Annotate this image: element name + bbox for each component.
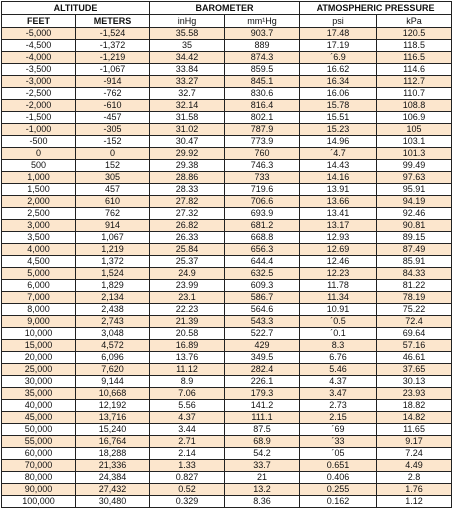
cell-mmhg: 111.1 bbox=[225, 412, 300, 424]
cell-kpa: 85.91 bbox=[377, 256, 452, 268]
cell-kpa: 23.93 bbox=[377, 388, 452, 400]
cell-meters: 6,096 bbox=[76, 352, 150, 364]
cell-mmhg: 33.7 bbox=[225, 460, 300, 472]
cell-meters: 10,668 bbox=[76, 388, 150, 400]
cell-feet: 25,000 bbox=[2, 364, 76, 376]
cell-psi: 4.37 bbox=[300, 376, 377, 388]
cell-kpa: 1.76 bbox=[377, 484, 452, 496]
cell-feet: -2,000 bbox=[2, 100, 76, 112]
cell-feet: 0 bbox=[2, 148, 76, 160]
cell-feet: 10,000 bbox=[2, 328, 76, 340]
table-row bbox=[2, 64, 452, 76]
cell-meters: 610 bbox=[76, 196, 150, 208]
cell-mmhg: 845.1 bbox=[225, 76, 300, 88]
cell-feet: 5,000 bbox=[2, 268, 76, 280]
cell-inhg: 22.23 bbox=[150, 304, 225, 316]
cell-meters: 12,192 bbox=[76, 400, 150, 412]
cell-psi: 13.66 bbox=[300, 196, 377, 208]
header-column-row bbox=[2, 15, 452, 28]
cell-feet: 3,500 bbox=[2, 232, 76, 244]
cell-mmhg: 787.9 bbox=[225, 124, 300, 136]
cell-feet: 20,000 bbox=[2, 352, 76, 364]
cell-mmhg: 830.6 bbox=[225, 88, 300, 100]
cell-meters: -1,524 bbox=[76, 28, 150, 40]
cell-meters: 9,144 bbox=[76, 376, 150, 388]
cell-mmhg: 226.1 bbox=[225, 376, 300, 388]
cell-mmhg: 54.2 bbox=[225, 448, 300, 460]
cell-feet: 70,000 bbox=[2, 460, 76, 472]
cell-mmhg: 693.9 bbox=[225, 208, 300, 220]
table-row bbox=[2, 496, 452, 508]
cell-meters: -305 bbox=[76, 124, 150, 136]
cell-kpa: 9.17 bbox=[377, 436, 452, 448]
cell-inhg: 24.9 bbox=[150, 268, 225, 280]
cell-kpa: 72.4 bbox=[377, 316, 452, 328]
cell-kpa: 90.81 bbox=[377, 220, 452, 232]
cell-mmhg: 746.3 bbox=[225, 160, 300, 172]
cell-mmhg: 656.3 bbox=[225, 244, 300, 256]
cell-psi: 0.162 bbox=[300, 496, 377, 508]
cell-meters: 1,219 bbox=[76, 244, 150, 256]
cell-mmhg: 874.3 bbox=[225, 52, 300, 64]
cell-feet: 4,000 bbox=[2, 244, 76, 256]
cell-mmhg: 816.4 bbox=[225, 100, 300, 112]
table-row bbox=[2, 472, 452, 484]
column-header-kpa: kPa bbox=[377, 15, 452, 28]
cell-meters: 18,288 bbox=[76, 448, 150, 460]
cell-meters: -610 bbox=[76, 100, 150, 112]
cell-psi: 3.47 bbox=[300, 388, 377, 400]
cell-feet: -4,500 bbox=[2, 40, 76, 52]
cell-kpa: 7.24 bbox=[377, 448, 452, 460]
cell-psi: 12.69 bbox=[300, 244, 377, 256]
cell-inhg: 4.37 bbox=[150, 412, 225, 424]
cell-mmhg: 773.9 bbox=[225, 136, 300, 148]
cell-feet: -4,000 bbox=[2, 52, 76, 64]
cell-meters: 7,620 bbox=[76, 364, 150, 376]
cell-kpa: 37.65 bbox=[377, 364, 452, 376]
cell-mmhg: 68.9 bbox=[225, 436, 300, 448]
cell-feet: 4,500 bbox=[2, 256, 76, 268]
table-row bbox=[2, 484, 452, 496]
cell-kpa: 99.49 bbox=[377, 160, 452, 172]
cell-meters: -1,372 bbox=[76, 40, 150, 52]
cell-inhg: 0.329 bbox=[150, 496, 225, 508]
cell-psi: 2.73 bbox=[300, 400, 377, 412]
table-row bbox=[2, 388, 452, 400]
cell-inhg: 26.33 bbox=[150, 232, 225, 244]
cell-inhg: 31.02 bbox=[150, 124, 225, 136]
cell-meters: 762 bbox=[76, 208, 150, 220]
table-row bbox=[2, 184, 452, 196]
cell-kpa: 46.61 bbox=[377, 352, 452, 364]
cell-psi: 0.255 bbox=[300, 484, 377, 496]
cell-mmhg: 706.6 bbox=[225, 196, 300, 208]
cell-psi: 17.48 bbox=[300, 28, 377, 40]
table-row bbox=[2, 172, 452, 184]
cell-psi: 13.41 bbox=[300, 208, 377, 220]
cell-kpa: 94.19 bbox=[377, 196, 452, 208]
cell-inhg: 11.12 bbox=[150, 364, 225, 376]
cell-feet: 50,000 bbox=[2, 424, 76, 436]
cell-psi: 13.91 bbox=[300, 184, 377, 196]
table-row bbox=[2, 148, 452, 160]
cell-meters: -762 bbox=[76, 88, 150, 100]
cell-feet: -2,500 bbox=[2, 88, 76, 100]
table-row bbox=[2, 124, 452, 136]
cell-psi: 15.78 bbox=[300, 100, 377, 112]
cell-feet: 40,000 bbox=[2, 400, 76, 412]
cell-meters: 3,048 bbox=[76, 328, 150, 340]
cell-kpa: 18.82 bbox=[377, 400, 452, 412]
cell-kpa: 92.46 bbox=[377, 208, 452, 220]
header-group-row bbox=[2, 2, 452, 15]
cell-inhg: 0.827 bbox=[150, 472, 225, 484]
cell-inhg: 25.84 bbox=[150, 244, 225, 256]
cell-mmhg: 719.6 bbox=[225, 184, 300, 196]
table-row bbox=[2, 208, 452, 220]
cell-meters: 13,716 bbox=[76, 412, 150, 424]
table-row bbox=[2, 112, 452, 124]
cell-kpa: 57.16 bbox=[377, 340, 452, 352]
cell-mmhg: 668.8 bbox=[225, 232, 300, 244]
cell-kpa: 2.8 bbox=[377, 472, 452, 484]
cell-meters: -914 bbox=[76, 76, 150, 88]
cell-kpa: 1.12 bbox=[377, 496, 452, 508]
cell-psi: ´4.7 bbox=[300, 148, 377, 160]
cell-psi: ´0.1 bbox=[300, 328, 377, 340]
cell-mmhg: 586.7 bbox=[225, 292, 300, 304]
cell-meters: 16,764 bbox=[76, 436, 150, 448]
cell-inhg: 1.33 bbox=[150, 460, 225, 472]
table-row bbox=[2, 364, 452, 376]
cell-psi: 12.46 bbox=[300, 256, 377, 268]
cell-meters: 1,524 bbox=[76, 268, 150, 280]
cell-inhg: 29.38 bbox=[150, 160, 225, 172]
cell-inhg: 31.58 bbox=[150, 112, 225, 124]
header-barometer: BAROMETER bbox=[150, 2, 300, 15]
cell-mmhg: 543.3 bbox=[225, 316, 300, 328]
cell-kpa: 78.19 bbox=[377, 292, 452, 304]
cell-inhg: 32.7 bbox=[150, 88, 225, 100]
column-header-psi: psi bbox=[300, 15, 377, 28]
cell-mmhg: 282.4 bbox=[225, 364, 300, 376]
cell-feet: 30,000 bbox=[2, 376, 76, 388]
cell-kpa: 84.33 bbox=[377, 268, 452, 280]
table-row bbox=[2, 304, 452, 316]
cell-inhg: 35.58 bbox=[150, 28, 225, 40]
table-row bbox=[2, 436, 452, 448]
cell-inhg: 23.1 bbox=[150, 292, 225, 304]
table-header bbox=[2, 2, 452, 28]
cell-mmhg: 141.2 bbox=[225, 400, 300, 412]
cell-psi: 13.17 bbox=[300, 220, 377, 232]
cell-psi: ´05 bbox=[300, 448, 377, 460]
cell-inhg: 21.39 bbox=[150, 316, 225, 328]
cell-psi: 11.34 bbox=[300, 292, 377, 304]
cell-feet: 80,000 bbox=[2, 472, 76, 484]
cell-feet: -5,000 bbox=[2, 28, 76, 40]
cell-meters: 914 bbox=[76, 220, 150, 232]
cell-feet: 45,000 bbox=[2, 412, 76, 424]
cell-mmhg: 349.5 bbox=[225, 352, 300, 364]
cell-mmhg: 632.5 bbox=[225, 268, 300, 280]
cell-mmhg: 21 bbox=[225, 472, 300, 484]
cell-meters: 152 bbox=[76, 160, 150, 172]
table-row bbox=[2, 280, 452, 292]
table-row bbox=[2, 136, 452, 148]
cell-feet: -1,500 bbox=[2, 112, 76, 124]
cell-kpa: 14.82 bbox=[377, 412, 452, 424]
cell-feet: 35,000 bbox=[2, 388, 76, 400]
cell-feet: 7,000 bbox=[2, 292, 76, 304]
cell-mmhg: 609.3 bbox=[225, 280, 300, 292]
cell-psi: 6.76 bbox=[300, 352, 377, 364]
cell-mmhg: 733 bbox=[225, 172, 300, 184]
cell-meters: 457 bbox=[76, 184, 150, 196]
cell-inhg: 2.14 bbox=[150, 448, 225, 460]
cell-inhg: 27.82 bbox=[150, 196, 225, 208]
cell-psi: 8.3 bbox=[300, 340, 377, 352]
table-row bbox=[2, 256, 452, 268]
table-row bbox=[2, 412, 452, 424]
column-header-inhg: inHg bbox=[150, 15, 225, 28]
cell-psi: 12.93 bbox=[300, 232, 377, 244]
cell-meters: 2,743 bbox=[76, 316, 150, 328]
cell-feet: -3,500 bbox=[2, 64, 76, 76]
cell-kpa: 87.49 bbox=[377, 244, 452, 256]
cell-psi: 16.34 bbox=[300, 76, 377, 88]
altitude-pressure-table bbox=[1, 1, 452, 508]
cell-meters: -152 bbox=[76, 136, 150, 148]
cell-kpa: 114.6 bbox=[377, 64, 452, 76]
cell-kpa: 75.22 bbox=[377, 304, 452, 316]
header-atmospheric-pressure: ATMOSPHERIC PRESSURE bbox=[300, 2, 452, 15]
cell-meters: 27,432 bbox=[76, 484, 150, 496]
cell-feet: -3,000 bbox=[2, 76, 76, 88]
cell-kpa: 11.65 bbox=[377, 424, 452, 436]
cell-inhg: 23.99 bbox=[150, 280, 225, 292]
cell-inhg: 8.9 bbox=[150, 376, 225, 388]
cell-kpa: 81.22 bbox=[377, 280, 452, 292]
cell-psi: 10.91 bbox=[300, 304, 377, 316]
cell-meters: 1,372 bbox=[76, 256, 150, 268]
table-row bbox=[2, 400, 452, 412]
cell-psi: 14.16 bbox=[300, 172, 377, 184]
cell-psi: 14.96 bbox=[300, 136, 377, 148]
cell-inhg: 32.14 bbox=[150, 100, 225, 112]
cell-feet: 2,000 bbox=[2, 196, 76, 208]
cell-feet: 15,000 bbox=[2, 340, 76, 352]
cell-inhg: 27.32 bbox=[150, 208, 225, 220]
cell-meters: -1,067 bbox=[76, 64, 150, 76]
cell-meters: 2,438 bbox=[76, 304, 150, 316]
cell-inhg: 29.92 bbox=[150, 148, 225, 160]
cell-meters: 305 bbox=[76, 172, 150, 184]
cell-mmhg: 859.5 bbox=[225, 64, 300, 76]
table-row bbox=[2, 76, 452, 88]
cell-psi: 0.651 bbox=[300, 460, 377, 472]
table-row bbox=[2, 424, 452, 436]
table-row bbox=[2, 292, 452, 304]
table-row bbox=[2, 88, 452, 100]
cell-psi: ´0.5 bbox=[300, 316, 377, 328]
cell-kpa: 101.3 bbox=[377, 148, 452, 160]
cell-psi: 11.78 bbox=[300, 280, 377, 292]
cell-meters: 4,572 bbox=[76, 340, 150, 352]
cell-inhg: 30.47 bbox=[150, 136, 225, 148]
table-row bbox=[2, 160, 452, 172]
cell-mmhg: 13.2 bbox=[225, 484, 300, 496]
cell-feet: 6,000 bbox=[2, 280, 76, 292]
cell-feet: 90,000 bbox=[2, 484, 76, 496]
cell-inhg: 13.76 bbox=[150, 352, 225, 364]
table-row bbox=[2, 328, 452, 340]
column-header-mmhg: mm¹Hg bbox=[225, 15, 300, 28]
table-body bbox=[2, 28, 452, 508]
cell-psi: 16.62 bbox=[300, 64, 377, 76]
cell-meters: 15,240 bbox=[76, 424, 150, 436]
cell-kpa: 106.9 bbox=[377, 112, 452, 124]
table-row bbox=[2, 100, 452, 112]
cell-meters: 30,480 bbox=[76, 496, 150, 508]
cell-feet: 100,000 bbox=[2, 496, 76, 508]
table-row bbox=[2, 448, 452, 460]
cell-psi: ´33 bbox=[300, 436, 377, 448]
cell-mmhg: 889 bbox=[225, 40, 300, 52]
cell-feet: -1,000 bbox=[2, 124, 76, 136]
cell-kpa: 112.7 bbox=[377, 76, 452, 88]
cell-feet: -500 bbox=[2, 136, 76, 148]
cell-meters: 1,829 bbox=[76, 280, 150, 292]
cell-mmhg: 564.6 bbox=[225, 304, 300, 316]
cell-feet: 500 bbox=[2, 160, 76, 172]
table-row bbox=[2, 196, 452, 208]
cell-inhg: 7.06 bbox=[150, 388, 225, 400]
cell-psi: 2.15 bbox=[300, 412, 377, 424]
cell-meters: 21,336 bbox=[76, 460, 150, 472]
cell-meters: -1,219 bbox=[76, 52, 150, 64]
cell-kpa: 69.64 bbox=[377, 328, 452, 340]
cell-mmhg: 429 bbox=[225, 340, 300, 352]
cell-psi: 14.43 bbox=[300, 160, 377, 172]
cell-inhg: 25.37 bbox=[150, 256, 225, 268]
cell-kpa: 120.5 bbox=[377, 28, 452, 40]
cell-psi: 16.06 bbox=[300, 88, 377, 100]
cell-mmhg: 681.2 bbox=[225, 220, 300, 232]
column-header-meters: METERS bbox=[76, 15, 150, 28]
cell-kpa: 116.5 bbox=[377, 52, 452, 64]
cell-inhg: 26.82 bbox=[150, 220, 225, 232]
cell-kpa: 103.1 bbox=[377, 136, 452, 148]
cell-inhg: 2.71 bbox=[150, 436, 225, 448]
table-row bbox=[2, 268, 452, 280]
cell-feet: 9,000 bbox=[2, 316, 76, 328]
cell-mmhg: 802.1 bbox=[225, 112, 300, 124]
cell-inhg: 34.42 bbox=[150, 52, 225, 64]
cell-inhg: 33.27 bbox=[150, 76, 225, 88]
cell-mmhg: 522.7 bbox=[225, 328, 300, 340]
cell-psi: ´69 bbox=[300, 424, 377, 436]
cell-inhg: 28.86 bbox=[150, 172, 225, 184]
cell-kpa: 108.8 bbox=[377, 100, 452, 112]
cell-psi: 15.51 bbox=[300, 112, 377, 124]
cell-kpa: 95.91 bbox=[377, 184, 452, 196]
cell-kpa: 110.7 bbox=[377, 88, 452, 100]
cell-mmhg: 760 bbox=[225, 148, 300, 160]
cell-psi: 5.46 bbox=[300, 364, 377, 376]
table-row bbox=[2, 28, 452, 40]
table-row bbox=[2, 376, 452, 388]
cell-meters: 2,134 bbox=[76, 292, 150, 304]
cell-inhg: 35 bbox=[150, 40, 225, 52]
cell-inhg: 20.58 bbox=[150, 328, 225, 340]
header-altitude: ALTITUDE bbox=[2, 2, 150, 15]
cell-mmhg: 644.4 bbox=[225, 256, 300, 268]
cell-feet: 1,500 bbox=[2, 184, 76, 196]
table-row bbox=[2, 316, 452, 328]
cell-kpa: 89.15 bbox=[377, 232, 452, 244]
cell-meters: 0 bbox=[76, 148, 150, 160]
cell-inhg: 16.89 bbox=[150, 340, 225, 352]
cell-feet: 60,000 bbox=[2, 448, 76, 460]
cell-psi: 0.406 bbox=[300, 472, 377, 484]
cell-inhg: 3.44 bbox=[150, 424, 225, 436]
cell-inhg: 33.84 bbox=[150, 64, 225, 76]
table-row bbox=[2, 340, 452, 352]
cell-feet: 8,000 bbox=[2, 304, 76, 316]
cell-meters: -457 bbox=[76, 112, 150, 124]
cell-mmhg: 8.36 bbox=[225, 496, 300, 508]
cell-feet: 1,000 bbox=[2, 172, 76, 184]
table-row bbox=[2, 232, 452, 244]
cell-psi: 12.23 bbox=[300, 268, 377, 280]
cell-inhg: 5.56 bbox=[150, 400, 225, 412]
cell-psi: 15.23 bbox=[300, 124, 377, 136]
table-row bbox=[2, 352, 452, 364]
cell-meters: 1,067 bbox=[76, 232, 150, 244]
table-row bbox=[2, 244, 452, 256]
cell-kpa: 97.63 bbox=[377, 172, 452, 184]
cell-mmhg: 179.3 bbox=[225, 388, 300, 400]
cell-mmhg: 903.7 bbox=[225, 28, 300, 40]
cell-kpa: 118.5 bbox=[377, 40, 452, 52]
cell-inhg: 28.33 bbox=[150, 184, 225, 196]
cell-psi: ´6.9 bbox=[300, 52, 377, 64]
cell-mmhg: 87.5 bbox=[225, 424, 300, 436]
column-header-feet: FEET bbox=[2, 15, 76, 28]
cell-psi: 17.19 bbox=[300, 40, 377, 52]
table-row bbox=[2, 460, 452, 472]
cell-feet: 55,000 bbox=[2, 436, 76, 448]
cell-kpa: 4.49 bbox=[377, 460, 452, 472]
cell-feet: 2,500 bbox=[2, 208, 76, 220]
cell-kpa: 30.13 bbox=[377, 376, 452, 388]
table-row bbox=[2, 40, 452, 52]
cell-feet: 3,000 bbox=[2, 220, 76, 232]
table-row bbox=[2, 52, 452, 64]
cell-kpa: 105 bbox=[377, 124, 452, 136]
cell-meters: 24,384 bbox=[76, 472, 150, 484]
table-row bbox=[2, 220, 452, 232]
cell-inhg: 0.52 bbox=[150, 484, 225, 496]
